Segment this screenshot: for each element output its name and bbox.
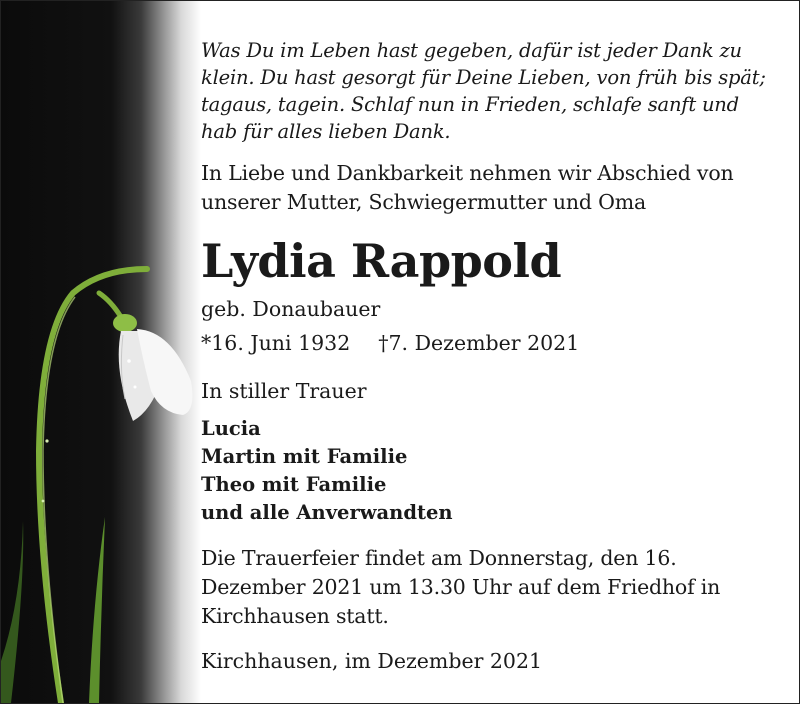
mourner: Theo mit Familie — [201, 473, 387, 496]
death-date: †7. Dezember 2021 — [378, 331, 580, 355]
life-dates — [201, 329, 786, 357]
place-date: Kirchhausen, im Dezember 2021 — [201, 649, 543, 673]
birth-date: *16. Juni 1932 — [201, 331, 351, 355]
funeral-info: Die Trauerfeier findet am Donnerstag, den 16. Dezember 2021 um 13.30 Uhr auf dem Friedhof in Kirchhausen statt. — [201, 546, 721, 628]
snowdrop-icon — [1, 1, 201, 703]
mourner: Martin mit Familie — [201, 445, 408, 468]
deceased-name: Lydia Rappold — [201, 234, 562, 288]
mourner: und alle Anverwandten — [201, 501, 453, 524]
mourners-list — [201, 415, 453, 527]
mourner: Lucia — [201, 417, 261, 440]
maiden-name: geb. Donaubauer — [201, 297, 381, 321]
mourning-line: In stiller Trauer — [201, 379, 367, 403]
snowdrop-photo — [1, 1, 201, 703]
poem: Was Du im Leben hast gegeben, dafür ist jeder Dank zu klein. Du hast gesorgt für Deine Lieben, von früh bis spät; tagaus, tagein. Schlaf nun in Frieden, schlafe sanft und hab für alles lieben Dank. — [201, 39, 766, 143]
intro-text: In Liebe und Dankbarkeit nehmen wir Abschied von unserer Mutter, Schwiegermutter und Oma — [201, 161, 734, 214]
